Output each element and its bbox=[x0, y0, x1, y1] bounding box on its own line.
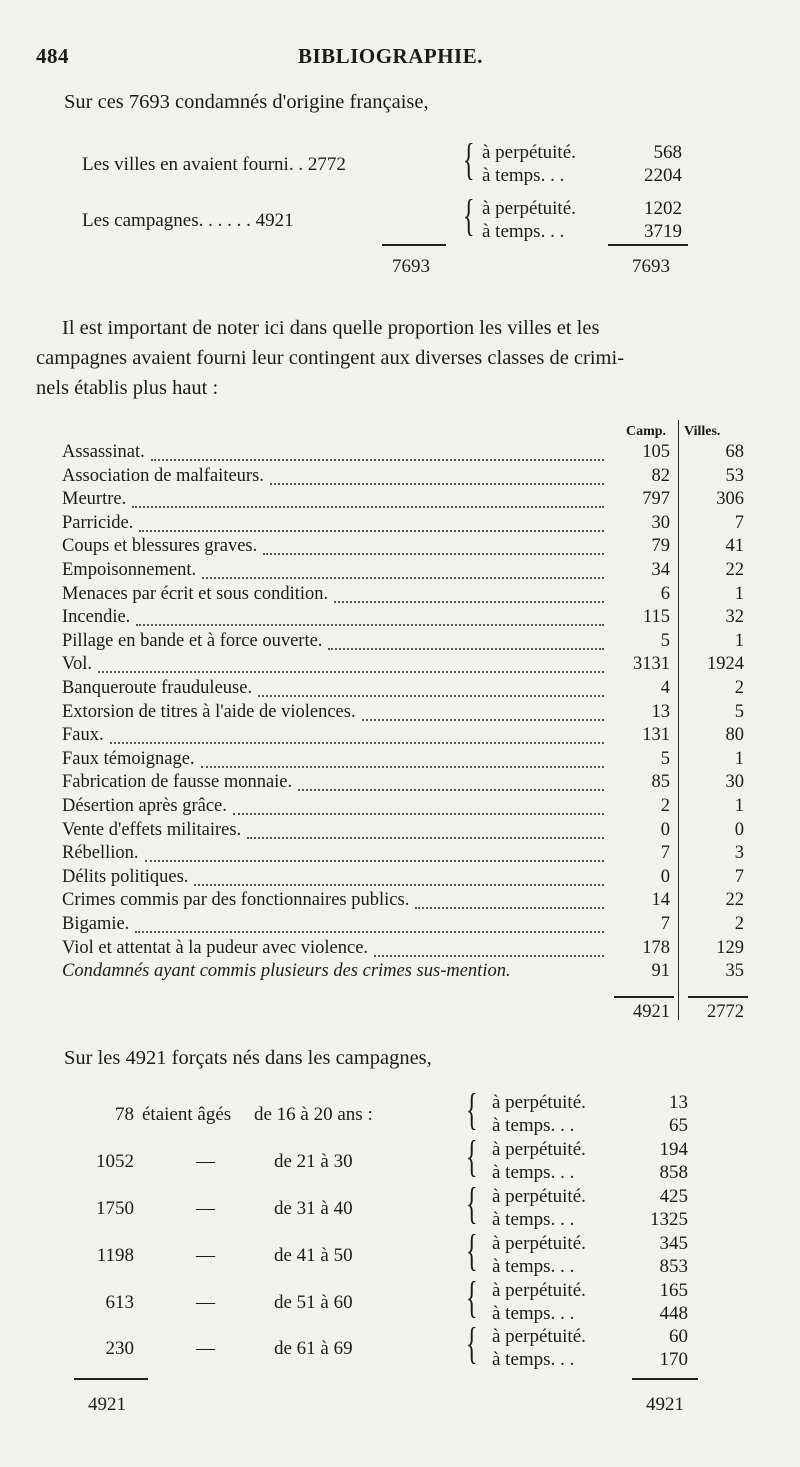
perp-value: 345 bbox=[659, 1233, 688, 1254]
age-range: de 16 à 20 ans : bbox=[254, 1104, 373, 1125]
villes-value: 53 bbox=[725, 466, 744, 486]
age-range: de 51 à 60 bbox=[274, 1292, 353, 1313]
age-count: 1198 bbox=[96, 1245, 134, 1266]
villes-value: 32 bbox=[725, 607, 744, 627]
perp-value: 13 bbox=[669, 1092, 688, 1113]
crimes-total-rule-camp bbox=[614, 996, 674, 998]
camp-value: 3131 bbox=[633, 654, 670, 674]
crime-label: Crimes commis par des fonctionnaires publics. bbox=[62, 890, 410, 910]
temps-label: à temps. . . bbox=[492, 1209, 575, 1230]
villes-value: 41 bbox=[725, 536, 744, 556]
crime-label: Extorsion de titres à l'aide de violences. bbox=[62, 702, 356, 722]
age-range: de 21 à 30 bbox=[274, 1151, 353, 1172]
crime-label: Assassinat. bbox=[62, 442, 145, 462]
camp-value: 14 bbox=[651, 890, 670, 910]
camp-value: 5 bbox=[660, 631, 670, 651]
camp-value: 131 bbox=[642, 725, 670, 745]
camp-value: 85 bbox=[651, 772, 670, 792]
perp-label: à perpétuité. bbox=[482, 142, 576, 163]
perp-label: à perpétuité. bbox=[492, 1233, 586, 1254]
perp-label: à perpétuité. bbox=[492, 1186, 586, 1207]
age-dash: — bbox=[196, 1245, 215, 1266]
age-dash: — bbox=[196, 1338, 215, 1359]
camp-value: 5 bbox=[660, 749, 670, 769]
page-number: 484 bbox=[36, 44, 69, 68]
ages-total-rule-left bbox=[74, 1378, 148, 1380]
camp-value: 2 bbox=[660, 796, 670, 816]
camp-value: 178 bbox=[642, 938, 670, 958]
villes-value: 1 bbox=[734, 584, 744, 604]
age-range: de 61 à 69 bbox=[274, 1338, 353, 1359]
crime-label: Empoisonnement. bbox=[62, 560, 197, 580]
leader-dots bbox=[136, 624, 604, 626]
leader-dots bbox=[145, 860, 604, 862]
villes-value: 7 bbox=[734, 867, 744, 887]
leader-dots bbox=[135, 931, 604, 933]
temps-value: 2204 bbox=[644, 165, 682, 186]
bleed-through-text bbox=[90, 118, 95, 139]
villes-value: 1 bbox=[734, 749, 744, 769]
origin-total-left: 7693 bbox=[392, 256, 430, 277]
camp-value: 797 bbox=[642, 489, 670, 509]
crime-label: Vol. bbox=[62, 654, 92, 674]
leader-dots bbox=[247, 837, 604, 839]
age-dash: — bbox=[196, 1198, 215, 1219]
age-range: de 31 à 40 bbox=[274, 1198, 353, 1219]
camp-value: 6 bbox=[660, 584, 670, 604]
camp-value: 30 bbox=[651, 513, 670, 533]
crime-label: Pillage en bande et à force ouverte. bbox=[62, 631, 323, 651]
perp-label: à perpétuité. bbox=[492, 1092, 586, 1113]
ages-total-right: 4921 bbox=[646, 1394, 684, 1415]
temps-value: 858 bbox=[659, 1162, 688, 1183]
villes-value: 1924 bbox=[707, 654, 744, 674]
crime-label: Coups et blessures graves. bbox=[62, 536, 258, 556]
leader-dots bbox=[98, 671, 604, 673]
brace-symbol: { bbox=[463, 191, 475, 240]
leader-dots bbox=[328, 648, 604, 650]
perp-value: 1202 bbox=[644, 198, 682, 219]
crime-label: Meurtre. bbox=[62, 489, 127, 509]
villes-value: 2 bbox=[734, 678, 744, 698]
temps-value: 853 bbox=[659, 1256, 688, 1277]
age-count: 613 bbox=[105, 1292, 134, 1313]
leader-dots bbox=[202, 577, 604, 579]
villes-value: 68 bbox=[725, 442, 744, 462]
age-dash: — bbox=[196, 1292, 215, 1313]
age-count: 78 bbox=[115, 1104, 134, 1125]
temps-label: à temps. . . bbox=[492, 1349, 575, 1370]
col-header-villes: Villes. bbox=[684, 424, 721, 439]
leader-dots bbox=[298, 789, 604, 791]
camp-value: 4 bbox=[660, 678, 670, 698]
age-dash: — bbox=[196, 1151, 215, 1172]
leader-dots bbox=[270, 483, 604, 485]
crimes-total-camp: 4921 bbox=[633, 1002, 670, 1022]
villes-value: 306 bbox=[716, 489, 744, 509]
crime-label: Viol et attentat à la pudeur avec violence. bbox=[62, 938, 369, 958]
paragraph-line-2: campagnes avaient fourni leur contingent aux diverses classes de crimi- bbox=[36, 347, 625, 369]
temps-value: 170 bbox=[659, 1349, 688, 1370]
perp-label: à perpétuité. bbox=[482, 198, 576, 219]
temps-label: à temps. . . bbox=[482, 221, 565, 242]
temps-value: 65 bbox=[669, 1115, 688, 1136]
villes-value: 1 bbox=[734, 631, 744, 651]
temps-label: à temps. . . bbox=[482, 165, 565, 186]
ages-total-rule-right bbox=[632, 1378, 698, 1380]
perp-value: 568 bbox=[653, 142, 682, 163]
brace-symbol: { bbox=[466, 1226, 478, 1275]
running-title: BIBLIOGRAPHIE. bbox=[298, 44, 483, 68]
brace-symbol: { bbox=[463, 135, 475, 184]
camp-value: 0 bbox=[660, 820, 670, 840]
villes-value: 22 bbox=[725, 890, 744, 910]
crime-label: Banqueroute frauduleuse. bbox=[62, 678, 253, 698]
origin-row-label: Les villes en avaient fourni. . 2772 bbox=[82, 154, 346, 175]
leader-dots bbox=[362, 719, 604, 721]
villes-value: 80 bbox=[725, 725, 744, 745]
paragraph-line-3: nels établis plus haut : bbox=[36, 377, 219, 399]
origin-total-rule-left bbox=[382, 244, 446, 246]
crimes-total-rule-villes bbox=[688, 996, 748, 998]
leader-dots bbox=[201, 766, 604, 768]
villes-value: 0 bbox=[734, 820, 744, 840]
age-count: 1750 bbox=[96, 1198, 134, 1219]
leader-dots bbox=[263, 553, 604, 555]
crime-label: Faux. bbox=[62, 725, 104, 745]
villes-value: 3 bbox=[734, 843, 744, 863]
perp-value: 425 bbox=[659, 1186, 688, 1207]
leader-dots bbox=[110, 742, 604, 744]
crime-label: Association de malfaiteurs. bbox=[62, 466, 264, 486]
crime-label: Rébellion. bbox=[62, 843, 139, 863]
temps-value: 1325 bbox=[650, 1209, 688, 1230]
crime-label: Condamnés ayant commis plusieurs des crimes sus-mention. bbox=[62, 961, 511, 981]
crime-label: Parricide. bbox=[62, 513, 134, 533]
villes-value: 2 bbox=[734, 914, 744, 934]
brace-symbol: { bbox=[466, 1179, 478, 1228]
leader-dots bbox=[233, 813, 604, 815]
origin-row-label: Les campagnes. . . . . . 4921 bbox=[82, 210, 294, 231]
brace-symbol: { bbox=[466, 1132, 478, 1181]
leader-dots bbox=[258, 695, 604, 697]
paragraph-line-1: Il est important de noter ici dans quelle proportion les villes et les bbox=[62, 317, 600, 339]
age-range: de 41 à 50 bbox=[274, 1245, 353, 1266]
camp-value: 34 bbox=[651, 560, 670, 580]
leader-dots bbox=[374, 955, 604, 957]
temps-label: à temps. . . bbox=[492, 1303, 575, 1324]
crime-label: Désertion après grâce. bbox=[62, 796, 227, 816]
origin-total-rule-right bbox=[608, 244, 688, 246]
crime-label: Bigamie. bbox=[62, 914, 130, 934]
camp-value: 115 bbox=[642, 607, 670, 627]
brace-symbol: { bbox=[466, 1273, 478, 1322]
leader-dots bbox=[132, 506, 604, 508]
col-header-camp: Camp. bbox=[626, 424, 667, 439]
camp-value: 7 bbox=[660, 843, 670, 863]
crime-label: Fabrication de fausse monnaie. bbox=[62, 772, 293, 792]
villes-value: 7 bbox=[734, 513, 744, 533]
age-dash: étaient âgés bbox=[142, 1104, 232, 1125]
column-divider bbox=[678, 420, 679, 1020]
camp-value: 105 bbox=[642, 442, 670, 462]
villes-value: 129 bbox=[716, 938, 744, 958]
villes-value: 5 bbox=[734, 702, 744, 722]
age-count: 1052 bbox=[96, 1151, 134, 1172]
crimes-total-villes: 2772 bbox=[707, 1002, 744, 1022]
origin-total-right: 7693 bbox=[632, 256, 670, 277]
villes-value: 22 bbox=[725, 560, 744, 580]
leader-dots bbox=[151, 459, 604, 461]
brace-symbol: { bbox=[466, 1319, 478, 1368]
temps-value: 448 bbox=[659, 1303, 688, 1324]
crime-label: Faux témoignage. bbox=[62, 749, 195, 769]
temps-label: à temps. . . bbox=[492, 1115, 575, 1136]
perp-label: à perpétuité. bbox=[492, 1280, 586, 1301]
perp-value: 60 bbox=[669, 1326, 688, 1347]
leader-dots bbox=[139, 530, 604, 532]
perp-label: à perpétuité. bbox=[492, 1139, 586, 1160]
temps-label: à temps. . . bbox=[492, 1256, 575, 1277]
perp-label: à perpétuité. bbox=[492, 1326, 586, 1347]
villes-value: 1 bbox=[734, 796, 744, 816]
brace-symbol: { bbox=[466, 1085, 478, 1134]
camp-value: 13 bbox=[651, 702, 670, 722]
perp-value: 165 bbox=[659, 1280, 688, 1301]
origin-intro: Sur ces 7693 condamnés d'origine française, bbox=[64, 91, 429, 113]
camp-value: 91 bbox=[651, 961, 670, 981]
leader-dots bbox=[415, 907, 604, 909]
camp-value: 7 bbox=[660, 914, 670, 934]
crime-label: Menaces par écrit et sous condition. bbox=[62, 584, 329, 604]
crime-label: Incendie. bbox=[62, 607, 131, 627]
leader-dots bbox=[334, 601, 604, 603]
villes-value: 35 bbox=[725, 961, 744, 981]
camp-value: 79 bbox=[651, 536, 670, 556]
villes-value: 30 bbox=[725, 772, 744, 792]
age-count: 230 bbox=[105, 1338, 134, 1359]
crime-label: Vente d'effets militaires. bbox=[62, 820, 242, 840]
temps-value: 3719 bbox=[644, 221, 682, 242]
camp-value: 0 bbox=[660, 867, 670, 887]
crime-label: Délits politiques. bbox=[62, 867, 189, 887]
ages-intro: Sur les 4921 forçats nés dans les campagnes, bbox=[64, 1047, 432, 1069]
ages-total-left: 4921 bbox=[88, 1394, 126, 1415]
perp-value: 194 bbox=[659, 1139, 688, 1160]
leader-dots bbox=[194, 884, 604, 886]
temps-label: à temps. . . bbox=[492, 1162, 575, 1183]
camp-value: 82 bbox=[651, 466, 670, 486]
